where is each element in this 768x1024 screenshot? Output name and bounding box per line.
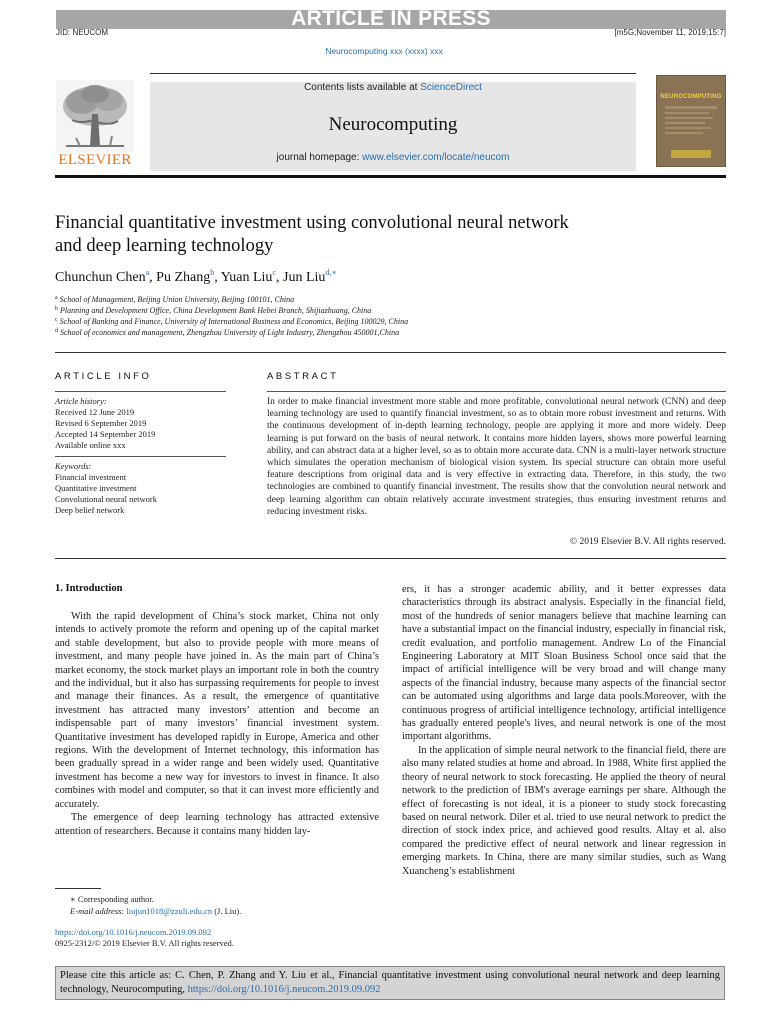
abstract-text: In order to make financial investment more stable and more profitable, convolutional neural network (CNN) and deep learning technology are used to quantify financial investment, so as to obtain more robust investment and returns. With the continuous development of in-depth learning technology, people are applying it more and more widely. Deep learning is put forward on the basis of neural network. It contains more hidden layers, shows more powerful learning ability, and can abstract data at a higher level, so as to obtain more accurate data. CNN is a multi-layer network structure which simulates the operation mechanism of biological vision system. Its special structure can obtain more useful feature descriptions from original data and is very effective in extracting data. Therefore, in this study, the two technologies are combined to quantify financial investment. The results show that the convolution neural network and deep learning algorithm can obtain relatively accurate investment strategies, thus ensuring investment returns and reducing investment risks.: [267, 397, 726, 517]
citation-text: Please cite this article as: C. Chen, P. Zhang and Y. Liu et al., Financial quantitative investment using convolutional neural network and deep learning technology, Neurocomputing,: [60, 970, 720, 995]
citation-box: [55, 966, 725, 1000]
affiliation-marker: a: [55, 295, 58, 301]
body-paragraph: ers, it has a stronger academic ability, and it better expresses data characteristics through its abstract analysis. Especially in the financial field, most of the hundreds of senior managers believe that machine learning can have a substantial impact on the financial industry, especially in financial risk, credit evaluation, and portfolio management. Andrew Lo of the Financial Engineering Laboratory at MIT Sloan Business School once said that the impact of artificial intelligence will be very broad and will change many aspects of the financial industry, because many aspects of the financial sector can be automated using algorithms and large data pools.Moreover, with the continuous progress of artificial intelligence technology, artificial intelligence has gradually entered people's lives, and neural network is one of the most important algorithms.: [402, 584, 726, 743]
abstract-copyright: © 2019 Elsevier B.V. All rights reserved.: [569, 537, 726, 547]
author-affil-link[interactable]: a: [145, 268, 150, 277]
journal-reference-link[interactable]: Neurocomputing xxx (xxxx) xxx: [325, 46, 443, 56]
email-link[interactable]: liujun1018@zzuli.edu.cn: [126, 906, 213, 916]
homepage-line: [150, 152, 636, 163]
cover-title: NEUROCOMPUTING: [660, 94, 722, 100]
homepage-prefix: journal homepage:: [276, 152, 363, 163]
header-divider: [55, 352, 726, 353]
affiliation-marker: b: [55, 306, 58, 312]
body-column-left: [55, 610, 379, 838]
journal-id: JID: NEUCOM: [56, 28, 108, 37]
affiliation: [55, 295, 294, 304]
cover-pattern: [657, 76, 726, 167]
affiliation-text: School of economics and management, Zhengzhou University of Light Industry, Zhengzhou 450001,China: [60, 328, 400, 337]
journal-cover-thumbnail: [656, 75, 726, 167]
affiliation-marker: d: [55, 328, 58, 334]
affiliation: [55, 306, 371, 315]
abstract-rule: [267, 391, 726, 392]
journal-masthead: [150, 82, 636, 171]
author-name: Chunchun Chen: [55, 270, 146, 285]
email-note: [70, 906, 241, 916]
article-info-heading: ARTICLE INFO: [55, 371, 152, 382]
abstract-bottom-rule: [55, 558, 726, 559]
issn-line: 0925-2312/© 2019 Elsevier B.V. All rights reserved.: [55, 938, 234, 948]
affiliation-text: Planning and Development Office, China Development Bank Hebei Branch, Shijiazhuang, China: [60, 306, 372, 315]
author-separator: ,: [149, 270, 157, 285]
history-accepted: Accepted 14 September 2019: [55, 429, 156, 439]
keyword-item: Deep belief network: [55, 505, 125, 515]
history-revised: Revised 6 September 2019: [55, 418, 147, 428]
email-suffix: (J. Liu).: [212, 906, 242, 916]
journal-homepage-link[interactable]: www.elsevier.com/locate/neucom: [362, 152, 510, 163]
banner-text: ARTICLE IN PRESS: [291, 7, 491, 30]
masthead-bottom-rule: [55, 175, 726, 178]
affiliation-text: School of Banking and Finance, University of International Business and Economics, Beijing 100029, China: [59, 317, 409, 326]
contents-prefix: Contents lists available at: [304, 82, 421, 93]
section-heading: 1. Introduction: [55, 583, 123, 594]
affiliation-marker: c: [55, 317, 58, 323]
author-name: Jun Liu: [283, 270, 326, 285]
article-in-press-banner: [56, 7, 726, 30]
build-stamp: [m5G;November 11, 2019;15:7]: [614, 28, 726, 37]
affiliation: [55, 317, 408, 326]
doi-line: [55, 927, 211, 937]
keywords-label: Keywords:: [55, 461, 92, 471]
keywords-rule: [55, 456, 226, 457]
title-line-1: Financial quantitative investment using convolutional neural network: [55, 213, 569, 233]
body-paragraph: In the application of simple neural network to the financial field, there are also many related studies at home and abroad. In 1988, White first applied the theory of neural network to stock forecasting. He applied the theory of neural network to the prediction of IBM's average earnings per share. Although the effect of forecasting is not ideal, it is a pioneer to study stock forecasting based on neural network. Diler et al. tried to use neural network to predict the direction of stock index price, and achieved good results. Altay et al. also compared the predictive effect of neural network and linear regression in emerging markets. In China, there are many similar studies, such as Wang Xuancheng’s establishment: [402, 744, 726, 877]
article-info-rule: [55, 391, 226, 392]
author-affil-link[interactable]: b: [210, 268, 215, 277]
history-online: Available online xxx: [55, 440, 126, 450]
doi-link[interactable]: https://doi.org/10.1016/j.neucom.2019.09.092: [55, 927, 212, 937]
body-paragraph: The emergence of deep learning technology has attracted extensive attention of researchers. Because it contains many hidden lay-: [55, 812, 379, 837]
affiliation: [55, 328, 399, 337]
keyword-item: Convolutional neural network: [55, 494, 157, 504]
corresponding-author-note: ∗ Corresponding author.: [70, 894, 154, 904]
keyword-item: Financial investment: [55, 472, 127, 482]
author-name: Yuan Liu: [220, 270, 273, 285]
author-list: [55, 268, 337, 286]
citation-doi-link[interactable]: https://doi.org/10.1016/j.neucom.2019.09.092: [187, 984, 381, 995]
affiliation-text: School of Management, Beijing Union University, Beijing 100101, China: [59, 295, 295, 304]
footnote-rule: [55, 888, 101, 889]
body-column-right: [402, 583, 726, 878]
paper-title: [55, 212, 695, 258]
title-line-2: and deep learning technology: [55, 236, 274, 256]
masthead-top-rule: [150, 73, 636, 74]
sciencedirect-link[interactable]: ScienceDirect: [420, 82, 482, 93]
contents-line: [150, 82, 636, 93]
author-name: Pu Zhang: [156, 270, 211, 285]
keyword-item: Quantitative investment: [55, 483, 137, 493]
author-affil-link[interactable]: c: [272, 268, 276, 277]
journal-name: Neurocomputing: [328, 114, 458, 135]
author-separator: ,: [214, 270, 221, 285]
abstract-heading: ABSTRACT: [267, 371, 339, 382]
history-label: Article history:: [55, 396, 107, 406]
author-affil-link[interactable]: d,∗: [325, 268, 337, 277]
body-paragraph: With the rapid development of China’s stock market, China not only intends to actively promote the reform and opening up of the capital market and stable development, but also to provide people with more means of investment, and many people have joined in. As the main part of China’s market economy, the stock market plays an important role in both the country and the individual, but it also has surpassing requirements for people to invest and manage their finances. As a result, the emergence of quantitative investment has attracted many investors’ attention and become an indispensable part of many investors’ financial investment system. Quantitative investment has developed rapidly in Europe, America and other regions. With the development of Internet technology, this information has been gradually spread in a wider range and been widely used. Quantitative investment has become a new way for investors to invest in finance. It also combines with model and computer, so that it can invest more efficiently and accurately.: [55, 611, 379, 810]
elsevier-wordmark: ELSEVIER: [58, 152, 132, 168]
history-received: Received 12 June 2019: [55, 407, 135, 417]
author-separator: ,: [276, 270, 283, 285]
email-label: E-mail address:: [70, 906, 127, 916]
